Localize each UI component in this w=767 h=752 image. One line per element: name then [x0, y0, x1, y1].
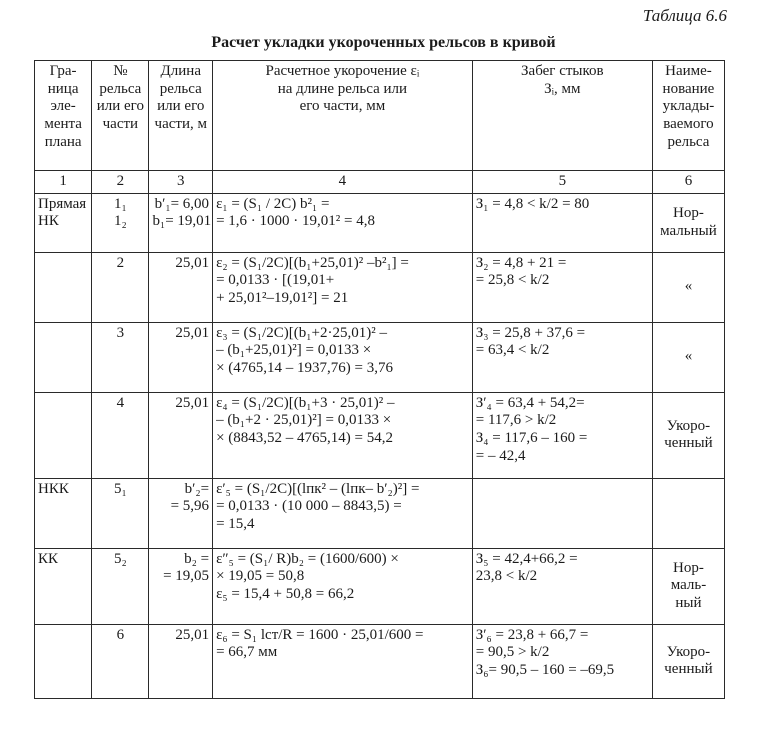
column-number: 1: [35, 171, 92, 194]
header-boundary-line: плана: [44, 133, 82, 150]
rail-number-cell: [92, 548, 149, 624]
table-row: [35, 392, 725, 478]
header-calculated-shortening-line: его части, мм: [299, 98, 386, 115]
rail-name-cell: [652, 548, 724, 624]
header-joint-offset-line: Забег стыков: [521, 63, 604, 79]
rail-name-cell-line: Укоро-: [666, 417, 711, 434]
length-cell: [149, 322, 213, 392]
header-rail-name-line: ваемого: [663, 116, 714, 133]
calc-cell-line: = 15,4: [216, 516, 255, 533]
offset-cell-line: З₆= 90,5 – 160 = –69,5: [475, 662, 615, 679]
rail-number-cell: [92, 322, 149, 392]
offset-cell: [472, 392, 652, 478]
header-rail-number-line: части: [102, 116, 139, 133]
rail-name-cell-line: Нор-: [673, 559, 704, 576]
table-row: [35, 478, 725, 548]
length-cell-line: b′₂=: [184, 480, 210, 497]
offset-cell-line: = 90,5 > k/2: [475, 644, 550, 661]
calc-cell-line: – (b₁+2 · 25,01)²] = 0,0133 ×: [216, 412, 392, 429]
boundary-cell-line: НК: [38, 213, 59, 230]
rail-name-cell-line: ный: [675, 595, 702, 612]
offset-cell-line: = 117,6 > k/2: [475, 412, 557, 429]
header-length-line: Длина: [160, 63, 201, 79]
offset-cell: [472, 478, 652, 548]
calc-cell-line: ε₆ = S₁ lст/R = 1600 · 25,01/600 =: [216, 626, 424, 643]
table-title: Расчет укладки укороченных рельсов в кривой: [211, 34, 556, 51]
offset-cell-line: = 25,8 < k/2: [475, 272, 550, 289]
header-rail-name-line: нование: [662, 80, 715, 97]
calc-cell-line: ε₁ = (S₁ / 2C) b²₁ =: [216, 195, 330, 212]
header-calculated-shortening-line: Расчетное укорочение εᵢ: [265, 63, 420, 79]
header-rail-number: [92, 61, 149, 171]
rail-number-cell: [92, 252, 149, 322]
rail-name-cell: [652, 478, 724, 548]
rail-number-cell-line: 1₂: [113, 213, 127, 230]
rail-name-cell-line: «: [684, 278, 693, 295]
header-length-line: рельса: [159, 80, 202, 97]
calc-cell: [213, 322, 473, 392]
rail-number-cell: [92, 193, 149, 252]
header-rail-number-line: №: [113, 63, 128, 79]
rail-number-cell-line: 3: [116, 324, 125, 341]
header-calculated-shortening: [213, 61, 473, 171]
boundary-cell: [35, 193, 92, 252]
rail-name-cell-line: мальный: [660, 222, 717, 239]
calc-cell-line: ε₅ = 15,4 + 50,8 = 66,2: [216, 586, 355, 603]
length-cell-line: 25,01: [175, 626, 210, 643]
length-cell-line: 25,01: [175, 254, 210, 271]
offset-cell-line: З₃ = 25,8 + 37,6 =: [475, 324, 586, 341]
rail-number-cell: [92, 478, 149, 548]
table-row: [35, 322, 725, 392]
boundary-cell-line: КК: [38, 550, 59, 567]
header-length-line: части, м: [154, 116, 207, 133]
length-cell-line: 25,01: [175, 324, 210, 341]
header-rail-name: [652, 61, 724, 171]
rail-number-cell-line: 2: [116, 254, 125, 271]
calc-cell: [213, 392, 473, 478]
offset-cell-line: З₅ = 42,4+66,2 =: [475, 550, 578, 567]
rail-number-cell-line: 6: [116, 626, 125, 643]
offset-cell-line: 23,8 < k/2: [475, 568, 538, 585]
header-rail-number-line: или его: [96, 98, 144, 115]
boundary-cell-line: Прямая: [38, 195, 87, 212]
length-cell-line: = 19,05: [163, 568, 210, 585]
rail-name-cell-line: маль-: [670, 577, 707, 594]
offset-cell-line: З′₆ = 23,8 + 66,7 =: [475, 626, 589, 643]
rail-name-cell-line: Нор-: [673, 205, 704, 221]
calc-cell-line: = 0,0133 · [(19,01+: [216, 272, 335, 289]
calc-cell-line: ε₂ = (S₁/2C)[(b₁+25,01)² –b²₁] =: [216, 254, 409, 271]
length-cell: [149, 624, 213, 698]
rail-number-cell-line: 5₂: [113, 550, 127, 567]
calc-cell: [213, 252, 473, 322]
length-cell: [149, 478, 213, 548]
offset-cell: [472, 322, 652, 392]
offset-cell-line: З₁ = 4,8 < k/2 = 80: [475, 195, 590, 212]
header-rail-name-line: рельса: [667, 133, 710, 150]
boundary-cell: [35, 478, 92, 548]
rail-number-cell: [92, 392, 149, 478]
rail-calculation-table: [34, 60, 725, 699]
header-length-line: или его: [157, 98, 205, 115]
header-boundary-line: Гра-: [49, 63, 77, 79]
length-cell: [149, 193, 213, 252]
rail-number-cell-line: 1₁: [113, 195, 127, 212]
calc-cell-line: = 0,0133 · (10 000 – 8843,5) =: [216, 498, 402, 515]
length-cell-line: b₁= 19,01: [152, 213, 212, 230]
offset-cell: [472, 624, 652, 698]
rail-name-cell-line: «: [684, 348, 693, 365]
offset-cell: [472, 252, 652, 322]
length-cell-line: 25,01: [175, 394, 210, 411]
rail-name-cell: [652, 322, 724, 392]
calc-cell-line: = 66,7 мм: [216, 644, 278, 661]
calc-cell: [213, 193, 473, 252]
column-number: 6: [652, 171, 724, 194]
column-number: 4: [213, 171, 473, 194]
rail-name-cell: [652, 624, 724, 698]
table-number-label: Таблица 6.6: [642, 6, 727, 25]
table-row: [35, 252, 725, 322]
calc-cell-line: + 25,01²–19,01²] = 21: [216, 290, 349, 307]
calc-cell-line: × (8843,52 – 4765,14) = 54,2: [216, 430, 393, 447]
offset-cell: [472, 193, 652, 252]
table-row: [35, 624, 725, 698]
offset-cell-line: = – 42,4: [475, 447, 526, 464]
calc-cell-line: – (b₁+25,01)²] = 0,0133 ×: [216, 342, 372, 359]
header-joint-offset: [472, 61, 652, 171]
rail-name-cell-line: ченный: [664, 661, 713, 678]
length-cell: [149, 392, 213, 478]
boundary-cell: [35, 624, 92, 698]
offset-cell-line: З′₄ = 63,4 + 54,2=: [475, 394, 585, 411]
header-rail-number-line: рельса: [99, 80, 142, 97]
boundary-cell: [35, 392, 92, 478]
boundary-cell-line: НКК: [38, 480, 69, 497]
header-boundary: [35, 61, 92, 171]
length-cell: [149, 252, 213, 322]
header-joint-offset-line: Зᵢ, мм: [544, 80, 581, 97]
calc-cell: [213, 624, 473, 698]
column-number: 3: [149, 171, 213, 194]
calc-cell: [213, 478, 473, 548]
column-number-row: [35, 171, 725, 194]
offset-cell-line: = 63,4 < k/2: [475, 342, 550, 359]
header-rail-name-line: Наиме-: [665, 63, 712, 79]
rail-name-cell: [652, 392, 724, 478]
calc-cell: [213, 548, 473, 624]
boundary-cell: [35, 322, 92, 392]
rail-number-cell-line: 5₁: [113, 480, 127, 497]
calc-cell-line: = 1,6 · 1000 · 19,01² = 4,8: [216, 213, 375, 230]
offset-cell-line: З₄ = 117,6 – 160 =: [475, 430, 588, 447]
calc-cell-line: × 19,05 = 50,8: [216, 568, 305, 585]
column-number: 5: [472, 171, 652, 194]
calc-cell-line: × (4765,14 – 1937,76) = 3,76: [216, 360, 393, 377]
rail-number-cell: [92, 624, 149, 698]
table-row: [35, 193, 725, 252]
header-length: [149, 61, 213, 171]
column-number: 2: [92, 171, 149, 194]
rail-name-cell-line: ченный: [664, 435, 713, 452]
length-cell: [149, 548, 213, 624]
rail-name-cell-line: Укоро-: [666, 643, 711, 660]
header-calculated-shortening-line: на длине рельса или: [277, 80, 408, 97]
header-rail-name-line: уклады-: [662, 98, 715, 115]
calc-cell-line: ε₄ = (S₁/2C)[(b₁+3 · 25,01)² –: [216, 394, 395, 411]
table-row: [35, 548, 725, 624]
length-cell-line: b₂ =: [184, 550, 210, 567]
calc-cell-line: ε₃ = (S₁/2C)[(b₁+2·25,01)² –: [216, 324, 387, 341]
boundary-cell: [35, 548, 92, 624]
offset-cell-line: З₂ = 4,8 + 21 =: [475, 254, 567, 271]
boundary-cell: [35, 252, 92, 322]
rail-number-cell-line: 4: [116, 394, 125, 411]
header-boundary-line: эле-: [50, 98, 76, 115]
rail-name-cell: [652, 252, 724, 322]
calc-cell-line: ε′₅ = (S₁/2C)[(lпк² – (lпк– b′₂)²] =: [216, 480, 420, 497]
header-boundary-line: мента: [44, 116, 82, 133]
calc-cell-line: ε″₅ = (S₁/ R)b₂ = (1600/600) ×: [216, 550, 399, 567]
offset-cell: [472, 548, 652, 624]
rail-name-cell: [652, 193, 724, 252]
length-cell-line: b′₁= 6,00: [154, 195, 210, 212]
header-row: [35, 61, 725, 171]
length-cell-line: = 5,96: [170, 498, 210, 515]
header-boundary-line: ница: [47, 80, 79, 97]
